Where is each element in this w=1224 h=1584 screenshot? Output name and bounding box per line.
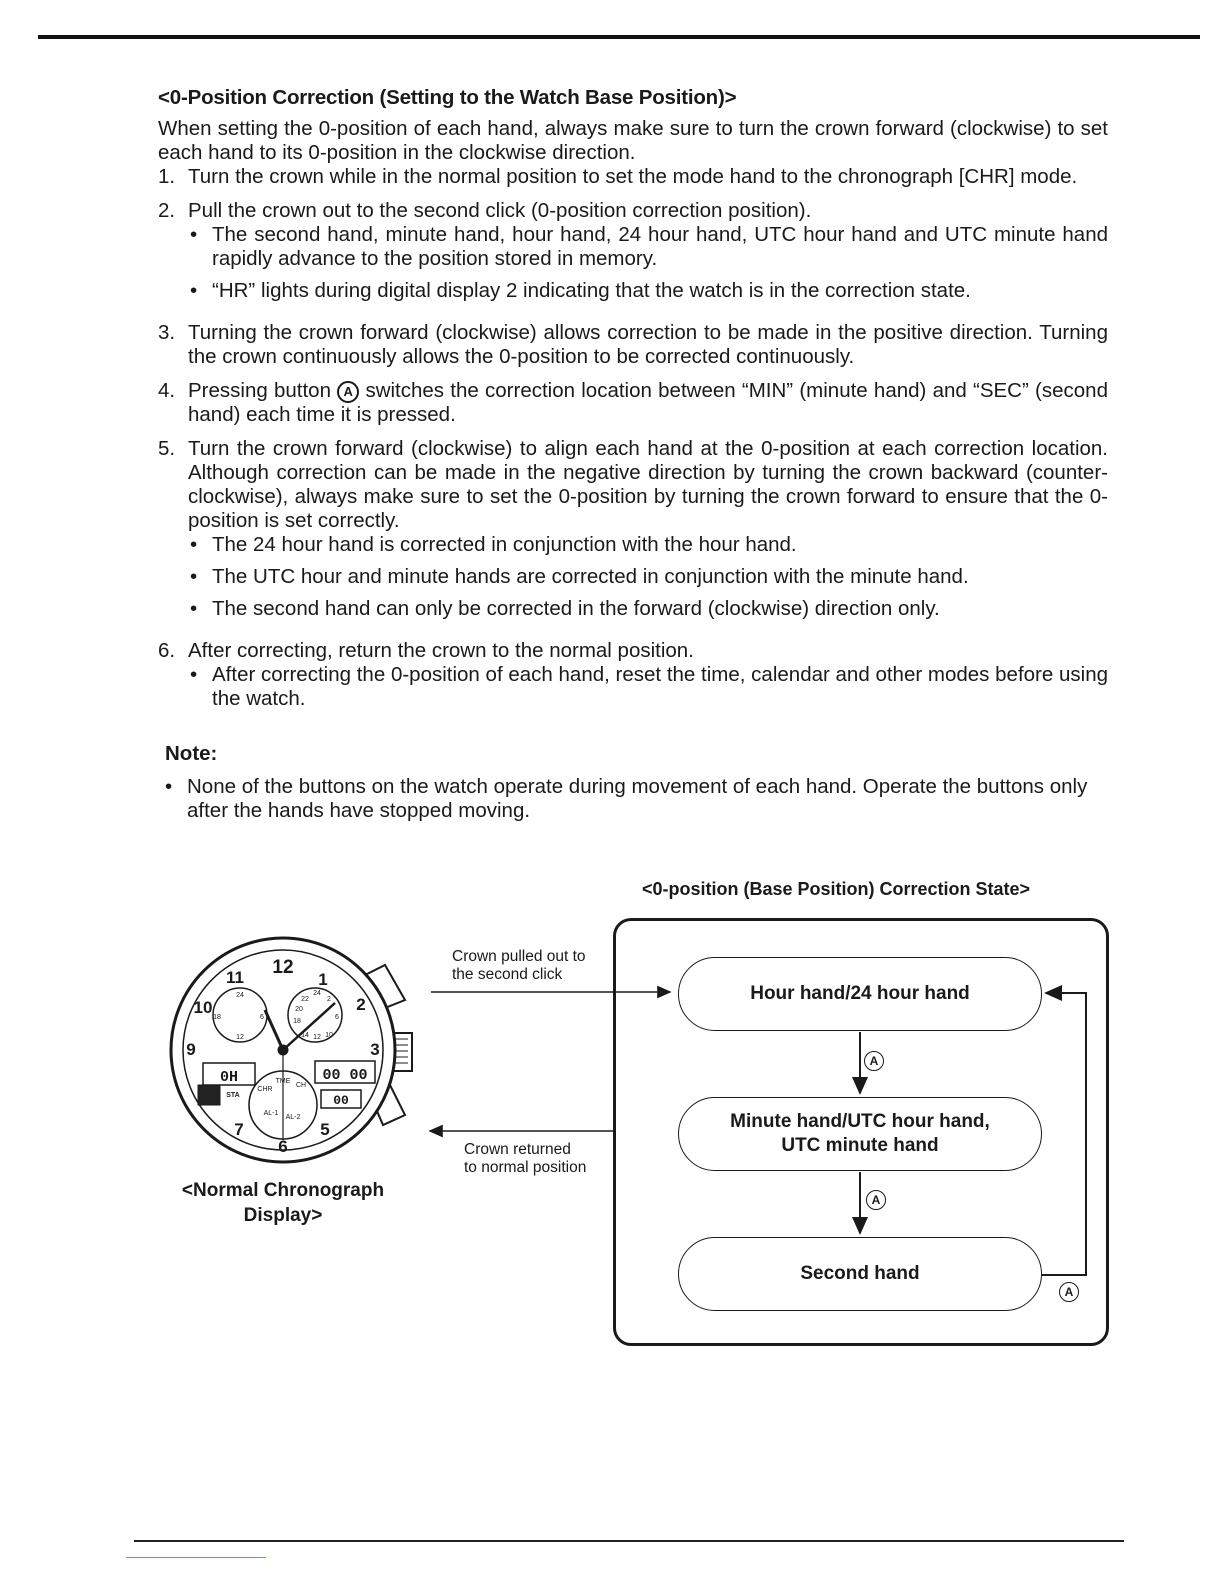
blue-rule [126, 1557, 266, 1558]
digital-small-text: 00 [333, 1093, 349, 1108]
state-hour-hand: Hour hand/24 hour hand [678, 957, 1042, 1031]
mode-label: AL-2 [285, 1114, 301, 1121]
bullet-item: • After correcting the 0-position of each hand, reset the time, calendar and other modes before using the watch. [190, 663, 1108, 710]
digital-left-sub: STA [226, 1092, 240, 1099]
bullet-item: • The 24 hour hand is corrected in conjunction with the hour hand. [190, 533, 797, 556]
subdial-right-label: 14 [301, 1032, 309, 1039]
intro-paragraph: When setting the 0-position of each hand, always make sure to turn the crown forward (clockwise) to set each hand to its 0-position in the clockwise direction. [158, 117, 1108, 164]
button-a-icon: A [866, 1190, 886, 1210]
bullet-item: • The second hand, minute hand, hour hand, 24 hour hand, UTC hour hand and UTC minute hand rapidly advance to the position stored in memory. [190, 223, 1108, 270]
dial-numeral: 6 [278, 1137, 288, 1156]
step-number: 5. [158, 437, 176, 460]
bullet-item: • The UTC hour and minute hands are corrected in conjunction with the minute hand. [190, 565, 969, 588]
step-text: After correcting, return the crown to the normal position. [188, 639, 694, 662]
dial-numeral: 7 [234, 1120, 244, 1139]
mode-label: CH [295, 1082, 307, 1089]
subdial-right-label: 22 [301, 996, 309, 1003]
dial-numeral: 3 [370, 1040, 380, 1059]
return-label: Crown returned to normal position [464, 1141, 587, 1176]
step-text: Turn the crown forward (clockwise) to align each hand at the 0-position at each correction location. Although correction can be made in the negative direction by turning the crown backward (counter-clockwise), always make sure to set the 0-position by turning the crown forward to ensure that the 0-position is set correctly. [188, 437, 1108, 532]
watch-illustration [165, 935, 425, 1170]
dial-numeral: 5 [320, 1120, 330, 1139]
section-heading: <0-Position Correction (Setting to the Watch Base Position)> [158, 86, 737, 109]
dial-numeral: 11 [226, 968, 244, 987]
step-number: 2. [158, 199, 176, 222]
mode-label: TME [275, 1078, 291, 1085]
subdial-right-label: 24 [313, 990, 321, 997]
bullet-dot: • [190, 279, 198, 302]
step-text: Pull the crown out to the second click (0-position correction position). [188, 199, 812, 222]
bullet-dot: • [165, 775, 173, 798]
pull-label: Crown pulled out to the second click [452, 948, 586, 983]
diagram-title: <0-position (Base Position) Correction State> [642, 879, 1031, 899]
bullet-dot: • [190, 597, 198, 620]
subdial-right-label: 18 [293, 1018, 301, 1025]
bullet-dot: • [190, 223, 198, 246]
subdial-right-label: 6 [335, 1014, 339, 1021]
dial-numeral: 10 [193, 998, 213, 1017]
state-second-hand: Second hand [678, 1237, 1042, 1311]
watch-caption: <Normal Chronograph Display> [181, 1180, 385, 1226]
dial-numeral: 12 [272, 957, 294, 978]
arrow-state-3-1 [1042, 993, 1086, 1275]
subdial-right-label: 2 [327, 996, 331, 1003]
step-number: 3. [158, 321, 176, 344]
subdial-left-label: 12 [236, 1034, 244, 1041]
digital-left-text: 0H [219, 1069, 239, 1086]
bullet-item: • The second hand can only be corrected in the forward (clockwise) direction only. [190, 597, 940, 620]
mode-label: CHR [257, 1086, 273, 1093]
subdial-right-label: 20 [295, 1006, 303, 1013]
note-text: None of the buttons on the watch operate during movement of each hand. Operate the buttons only after the hands have stopped moving. [187, 775, 1088, 822]
step-text: Turning the crown forward (clockwise) allows correction to be made in the positive direction. Turning the crown continuously allows the 0-position to be corrected continuously. [188, 321, 1108, 368]
dial-numeral: 1 [318, 970, 328, 989]
subdial-right-label: 10 [325, 1032, 333, 1039]
bullet-dot: • [190, 663, 198, 686]
button-a-icon: A [1059, 1282, 1079, 1302]
dial-numeral: 2 [356, 995, 366, 1014]
mode-label: AL-1 [263, 1110, 279, 1117]
bottom-rule [134, 1540, 1124, 1542]
note-title: Note: [165, 742, 218, 765]
bullet-dot: • [190, 533, 198, 556]
subdial-left-label: 18 [213, 1014, 221, 1021]
dial-numeral: 9 [186, 1040, 196, 1059]
subdial-right-label: 12 [313, 1034, 321, 1041]
bullet-dot: • [190, 565, 198, 588]
step-text: Pressing button A switches the correction location between “MIN” (minute hand) and “SEC” (second hand) each time it is pressed. [188, 379, 1108, 426]
state-minute-hand: Minute hand/UTC hour hand, UTC minute hand [678, 1097, 1042, 1171]
subdial-left-label: 6 [260, 1014, 264, 1021]
button-a-icon: A [864, 1051, 884, 1071]
digital-right-text: 00 00 [322, 1067, 368, 1084]
step-number: 4. [158, 379, 176, 402]
bullet-item: • “HR” lights during digital display 2 indicating that the watch is in the correction state. [190, 279, 971, 302]
subdial-left-label: 24 [236, 992, 244, 999]
step-number: 1. [158, 165, 176, 188]
step-number: 6. [158, 639, 176, 662]
button-a-icon: A [337, 381, 359, 403]
step-text: Turn the crown while in the normal position to set the mode hand to the chronograph [CHR] mode. [188, 165, 1078, 188]
